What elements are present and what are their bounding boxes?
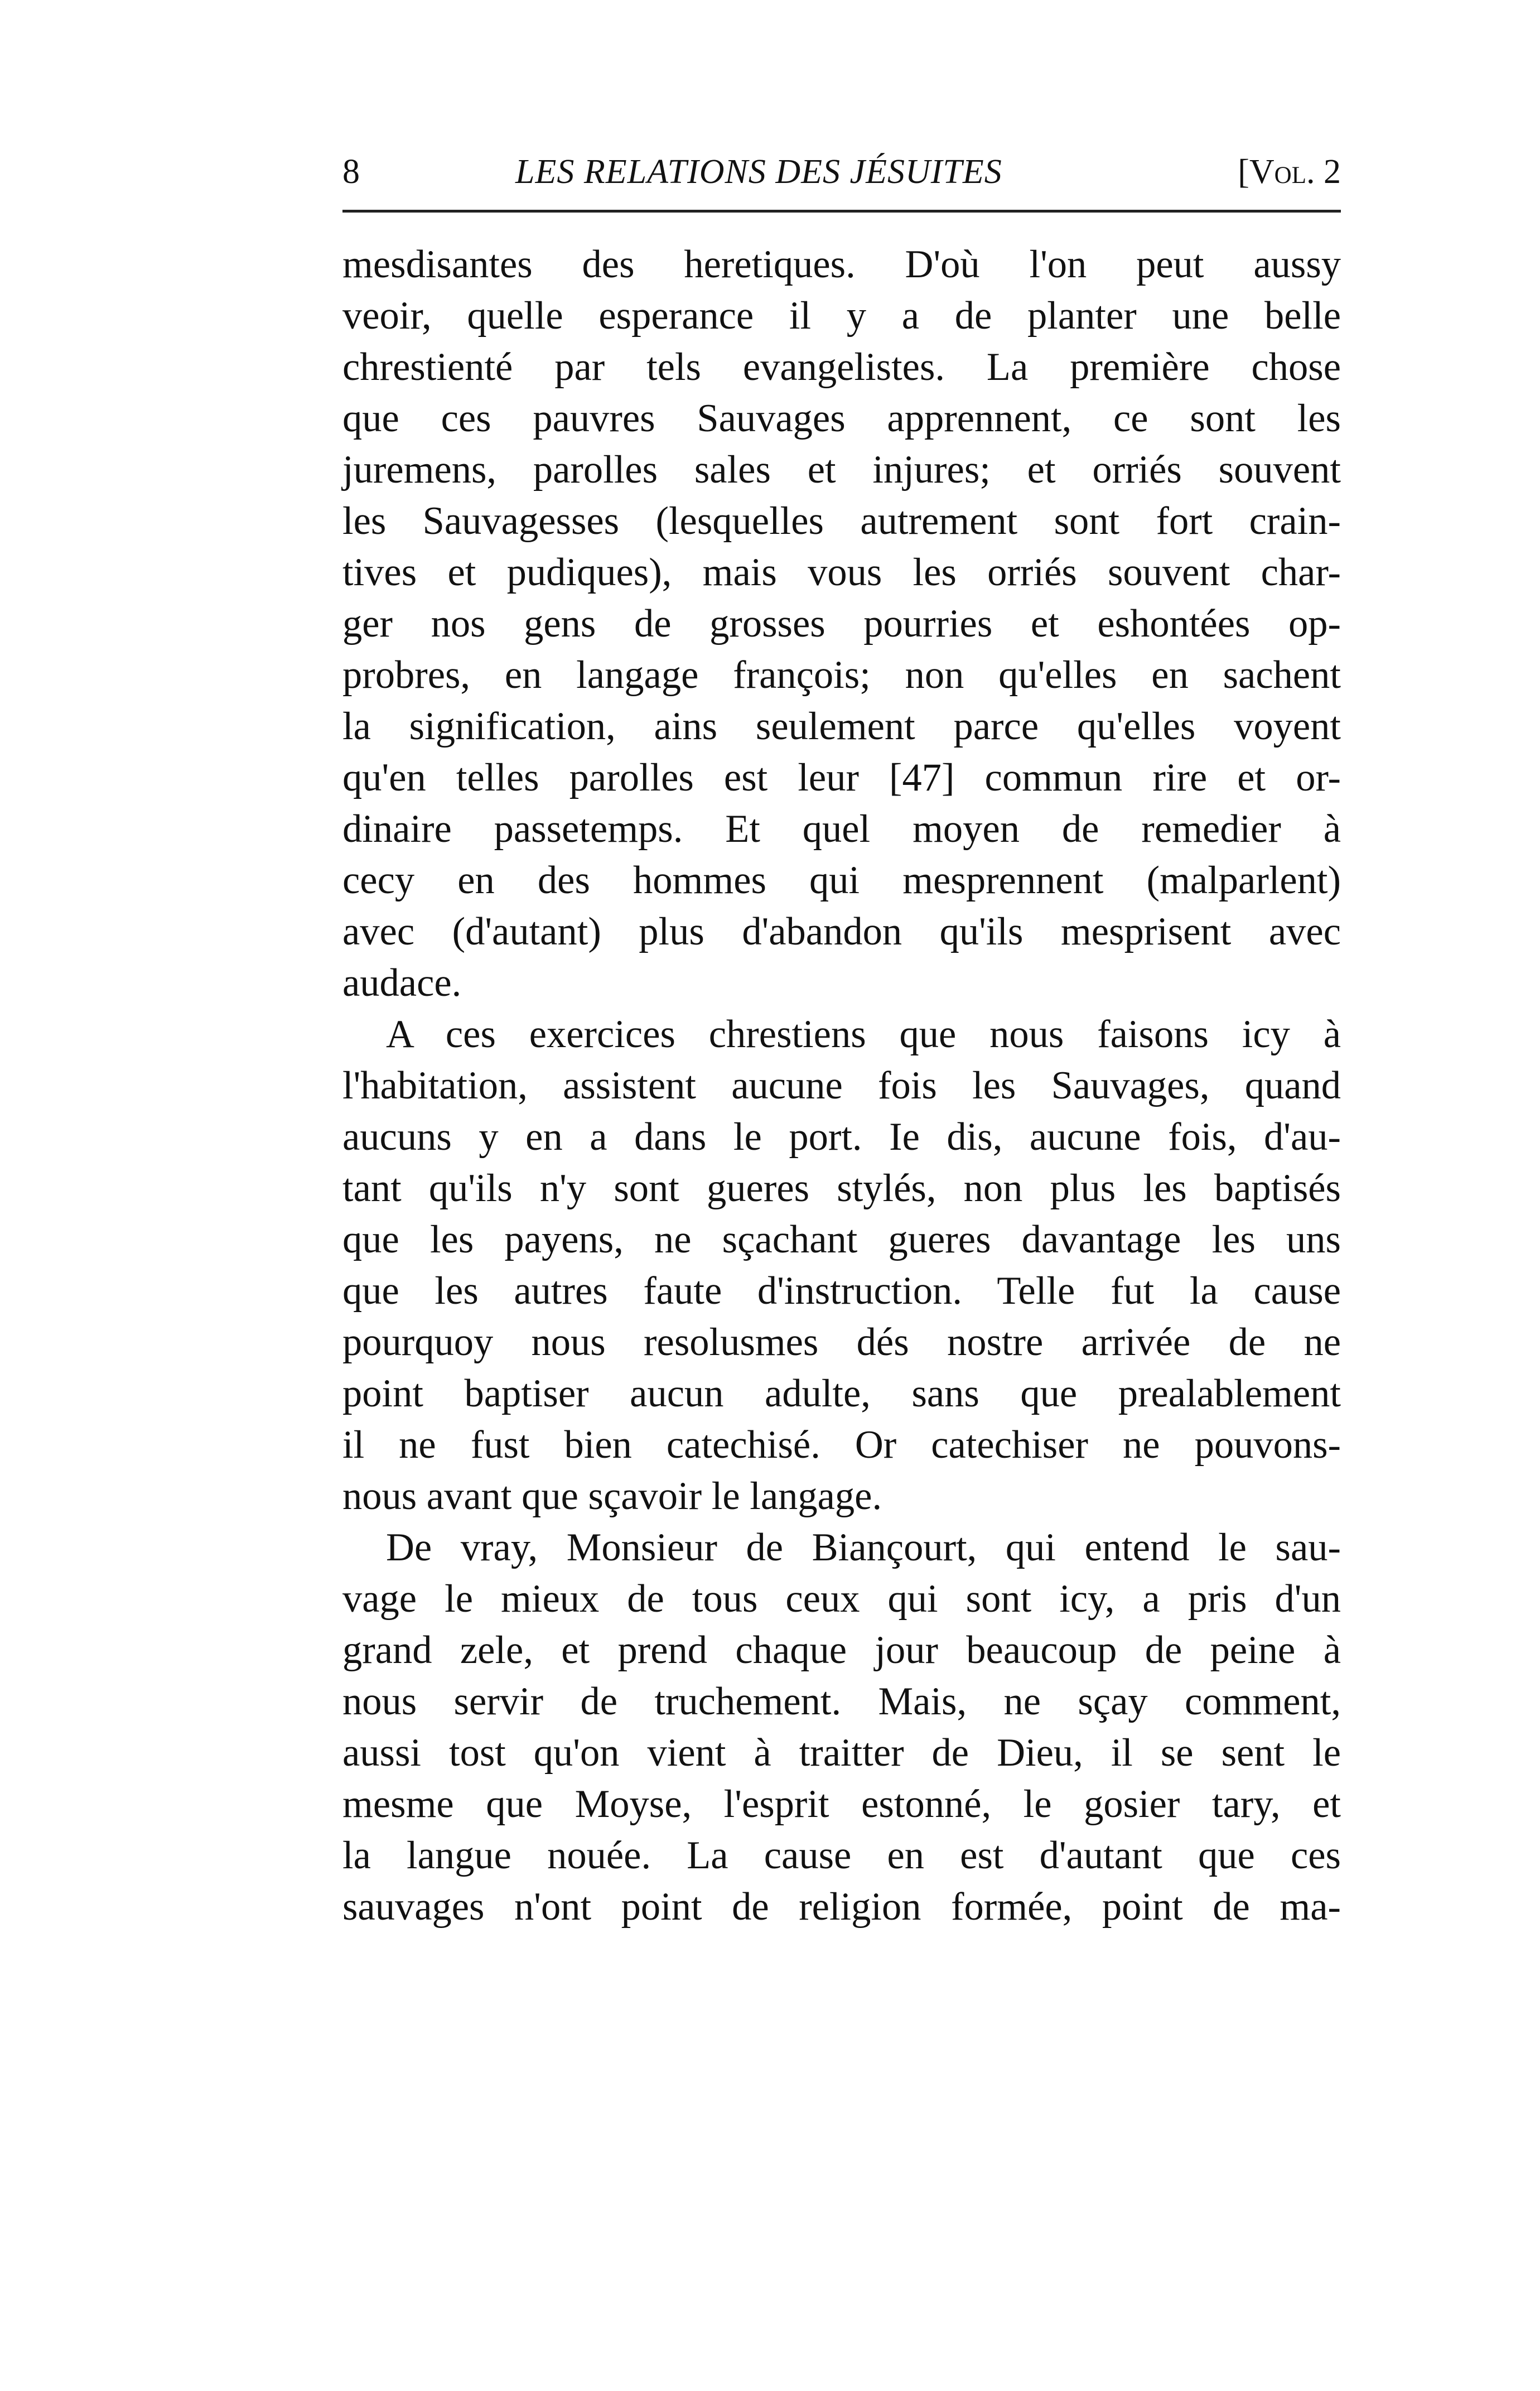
page-number: 8 <box>342 153 360 191</box>
text-line: que les payens, ne sçachant gueres davantage les uns <box>342 1218 1341 1261</box>
text-line: mesme que Moyse, l'esprit estonné, le gosier tary, et <box>342 1782 1341 1826</box>
body-text <box>342 239 1341 1932</box>
text-line: nous avant que sçavoir le langage. <box>342 1474 882 1518</box>
header-rule <box>342 210 1341 213</box>
text-line: aussi tost qu'on vient à traitter de Dieu, il se sent le <box>342 1731 1341 1775</box>
text-line: probres, en langage françois; non qu'elles en sachent <box>342 653 1341 697</box>
paragraph-2 <box>342 1009 1341 1522</box>
text-line: que ces pauvres Sauvages apprennent, ce sont les <box>342 397 1341 440</box>
text-line: sauvages n'ont point de religion formée, point de ma- <box>342 1885 1341 1929</box>
text-line: nous servir de truchement. Mais, ne sçay comment, <box>342 1680 1341 1723</box>
text-line: A ces exercices chrestiens que nous faisons icy à <box>386 1013 1341 1056</box>
paragraph-1 <box>342 239 1341 1009</box>
text-line: grand zele, et prend chaque jour beaucoup de peine à <box>342 1628 1341 1672</box>
text-line: tives et pudiques), mais vous les orriés souvent char- <box>342 551 1341 594</box>
text-line: la langue nouée. La cause en est d'autant que ces <box>342 1834 1341 1877</box>
text-line: point baptiser aucun adulte, sans que prealablement <box>342 1372 1341 1415</box>
text-line: la signification, ains seulement parce qu'elles voyent <box>342 705 1341 748</box>
text-line: avec (d'autant) plus d'abandon qu'ils mesprisent avec <box>342 910 1341 953</box>
text-line: que les autres faute d'instruction. Telle fut la cause <box>342 1269 1341 1313</box>
text-line: cecy en des hommes qui mesprennent (malparlent) <box>342 859 1341 902</box>
text-line: chrestienté par tels evangelistes. La première chose <box>342 345 1341 389</box>
text-line: aucuns y en a dans le port. Ie dis, aucune fois, d'au- <box>342 1115 1341 1159</box>
text-line: veoir, quelle esperance il y a de planter une belle <box>342 294 1341 338</box>
text-line: l'habitation, assistent aucune fois les Sauvages, quand <box>342 1064 1341 1107</box>
text-line: qu'en telles parolles est leur [47] commun rire et or- <box>342 756 1341 799</box>
volume-label: [Vol. 2 <box>1238 153 1341 191</box>
text-line: audace. <box>342 961 462 1005</box>
text-line: tant qu'ils n'y sont gueres stylés, non plus les baptisés <box>342 1166 1341 1210</box>
text-line: ger nos gens de grosses pourries et eshontées op- <box>342 602 1341 645</box>
text-line: il ne fust bien catechisé. Or catechiser ne pouvons- <box>342 1423 1341 1467</box>
text-line: vage le mieux de tous ceux qui sont icy, a pris d'un <box>342 1577 1341 1621</box>
text-line: pourquoy nous resolusmes dés nostre arrivée de ne <box>342 1320 1341 1364</box>
text-line: De vray, Monsieur de Biançourt, qui entend le sau- <box>386 1526 1341 1569</box>
text-line: les Sauvagesses (lesquelles autrement sont fort crain- <box>342 499 1341 543</box>
text-line: juremens, parolles sales et injures; et orriés souvent <box>342 448 1341 491</box>
running-head <box>342 150 1341 194</box>
paragraph-3 <box>342 1522 1341 1932</box>
text-line: dinaire passetemps. Et quel moyen de remedier à <box>342 807 1341 851</box>
text-line: mesdisantes des heretiques. D'où l'on peut aussy <box>342 243 1341 286</box>
running-title: LES RELATIONS DES JÉSUITES <box>515 153 1002 191</box>
